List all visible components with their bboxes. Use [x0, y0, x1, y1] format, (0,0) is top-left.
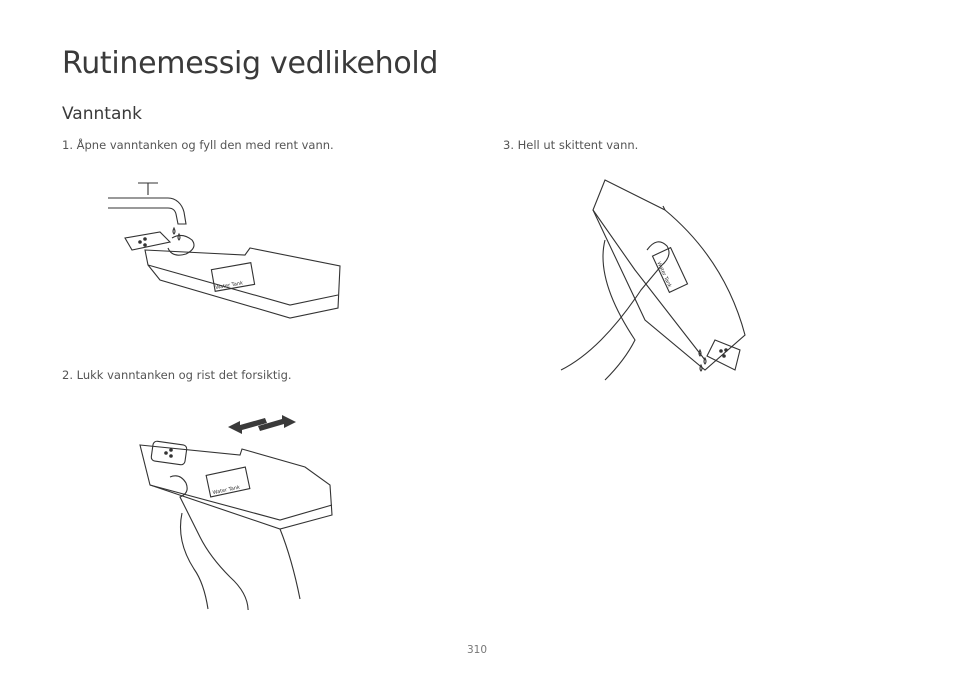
tank-label: Water Tank: [215, 280, 244, 292]
tap-icon: [138, 183, 158, 195]
tank-label: Water Tank: [212, 484, 241, 497]
fill-tank-illustration: [100, 170, 350, 320]
tank-label: Water Tank: [655, 260, 673, 289]
shake-arrows-icon: [228, 415, 296, 434]
step-3-text: 3. Hell ut skittent vann.: [503, 138, 639, 152]
section-heading: Vanntank: [62, 104, 142, 124]
step-2-text: 2. Lukk vanntanken og rist det forsiktig.: [62, 368, 292, 382]
pour-water-illustration: [555, 170, 755, 385]
page-number: 310: [466, 644, 488, 656]
shake-tank-illustration: [130, 405, 340, 610]
lid-dots: [138, 237, 147, 247]
page-title: Rutinemessig vedlikehold: [62, 46, 439, 81]
step-1-text: 1. Åpne vanntanken og fyll den med rent vann.: [62, 138, 334, 152]
lid-dots: [164, 448, 173, 458]
